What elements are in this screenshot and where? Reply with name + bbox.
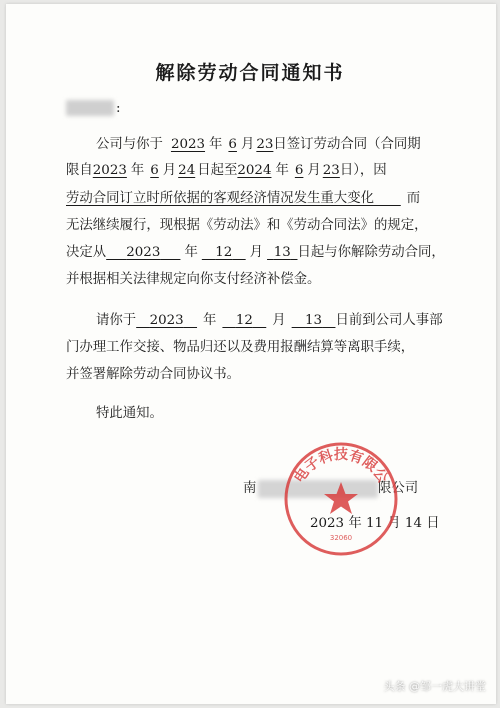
text: 月 bbox=[307, 163, 321, 178]
term-end-month: 6 bbox=[294, 163, 304, 178]
report-month: 12 bbox=[235, 313, 253, 328]
redacted-recipient-name bbox=[66, 100, 114, 116]
text: 而 bbox=[406, 191, 421, 206]
text: 月 bbox=[240, 137, 255, 152]
para1-line4: 无法继续履行，现根据《劳动法》和《劳动合同法》的规定， bbox=[66, 218, 428, 233]
seal-text: 电子科技有限公 bbox=[291, 447, 391, 487]
contract-sign-month: 6 bbox=[228, 137, 237, 152]
terminate-year: 2023 bbox=[126, 245, 161, 260]
text: 日起至 bbox=[197, 163, 238, 178]
text: 年 bbox=[275, 163, 289, 178]
term-start-year: 2023 bbox=[92, 163, 127, 178]
company-name-suffix: 限公司 bbox=[378, 481, 419, 496]
text: 月 bbox=[162, 163, 177, 178]
term-start-month: 6 bbox=[150, 163, 159, 178]
para1-line3 bbox=[66, 190, 420, 208]
report-year: 2023 bbox=[149, 313, 184, 328]
para2-line1 bbox=[96, 312, 443, 330]
terminate-month: 12 bbox=[215, 245, 233, 260]
text: 年 bbox=[184, 245, 198, 260]
text: 请你于 bbox=[96, 313, 137, 328]
text: 限自 bbox=[66, 163, 93, 178]
watermark: 头条 @邹一虎大讲堂 bbox=[383, 680, 486, 693]
terminate-day: 13 bbox=[273, 245, 291, 260]
signature-date: 2023 年 11 月 14 日 bbox=[310, 516, 440, 531]
seal-star-icon bbox=[324, 482, 358, 514]
recipient-colon: : bbox=[116, 101, 121, 116]
para1-line2 bbox=[66, 162, 387, 180]
term-start-day: 24 bbox=[178, 163, 196, 178]
para1-line5 bbox=[66, 244, 445, 262]
text: 公司与你于 bbox=[96, 137, 163, 152]
text: 决定从 bbox=[66, 245, 107, 260]
seal-number: 32060 bbox=[329, 534, 353, 542]
company-seal bbox=[282, 440, 400, 558]
term-end-year: 2024 bbox=[237, 163, 272, 178]
text: 日），因 bbox=[339, 163, 387, 178]
text: 日前到公司人事部 bbox=[335, 313, 443, 328]
text: 日签订劳动合同（合同期 bbox=[273, 137, 421, 152]
term-end-day: 23 bbox=[322, 163, 340, 178]
closing-text: 特此通知。 bbox=[96, 406, 163, 421]
contract-sign-day: 23 bbox=[256, 137, 274, 152]
text: 年 bbox=[209, 137, 223, 152]
report-day: 13 bbox=[305, 313, 323, 328]
termination-reason: 劳动合同订立时所依据的客观经济情况发生重大变化 bbox=[66, 191, 374, 206]
text: 月 bbox=[272, 313, 286, 328]
para1-line6: 并根据相关法律规定向你支付经济补偿金。 bbox=[66, 272, 321, 287]
text: 年 bbox=[130, 163, 145, 178]
text: 年 bbox=[203, 313, 217, 328]
page-title: 解除劳动合同通知书 bbox=[155, 62, 345, 84]
company-name-prefix: 南 bbox=[243, 481, 257, 496]
text: 日起与你解除劳动合同， bbox=[297, 245, 445, 260]
para2-line3: 并签署解除劳动合同协议书。 bbox=[66, 367, 241, 382]
text: 月 bbox=[249, 245, 264, 260]
contract-sign-year: 2023 bbox=[170, 137, 206, 152]
para1-line1 bbox=[96, 136, 421, 154]
para2-line2: 门办理工作交接、物品归还以及费用报酬结算等离职手续， bbox=[66, 340, 415, 355]
